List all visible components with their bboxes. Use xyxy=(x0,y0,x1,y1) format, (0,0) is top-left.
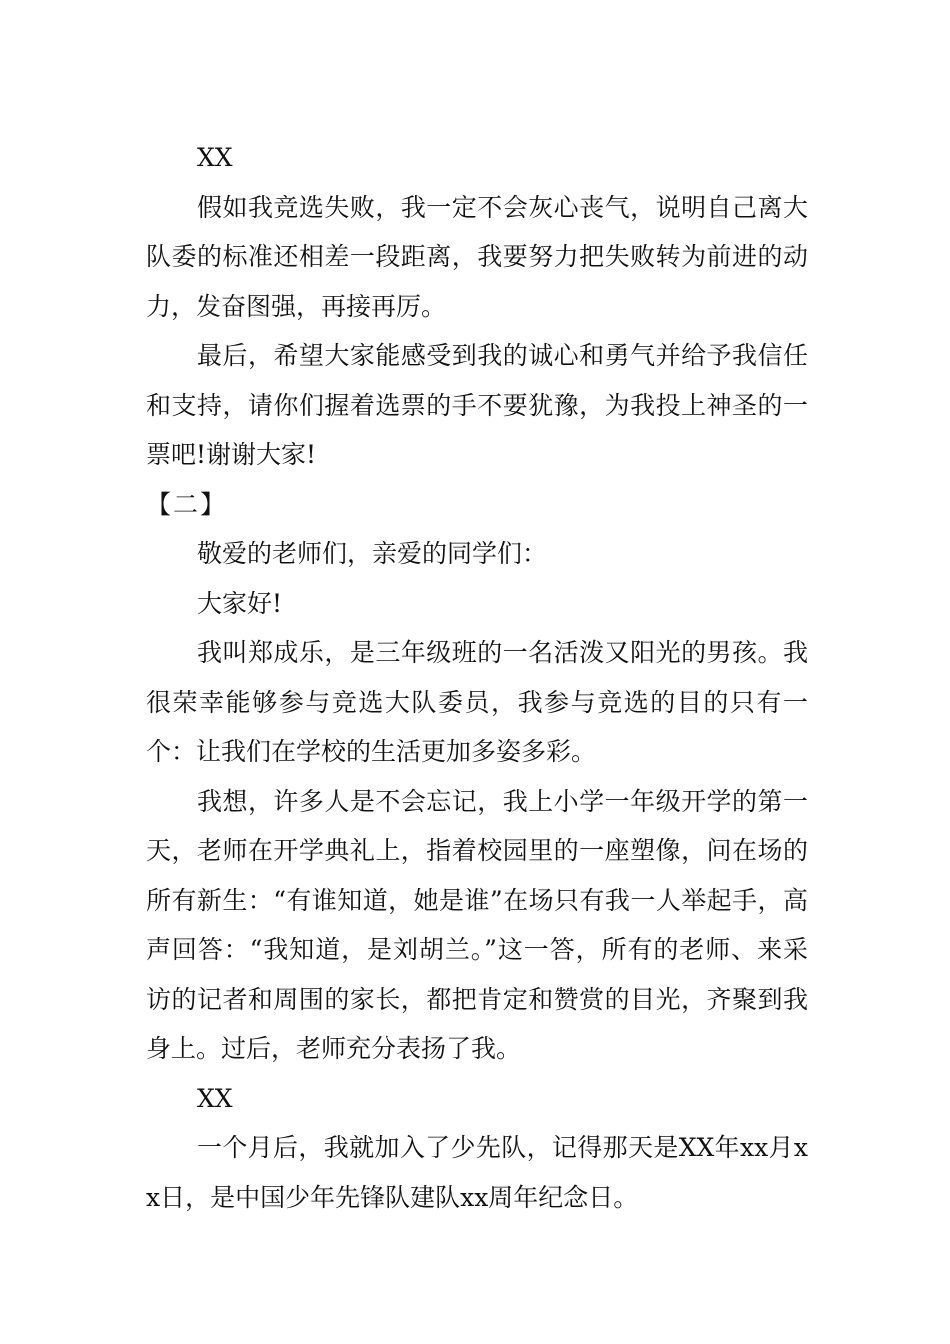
document-body xyxy=(146,133,808,1222)
paragraph-xx-2: XX xyxy=(197,1083,233,1113)
paragraph-xx-1: XX xyxy=(197,143,233,172)
paragraph-hello: 大家好! xyxy=(197,588,283,618)
section-heading: 【二】 xyxy=(146,489,228,519)
paragraph-intro: 我叫郑成乐，是三年级班的一名活泼又阳光的男孩。我很荣幸能够参与竞选大队委员，我参与竞选的目的只有一个：让我们在学校的生活更加多姿多彩。 xyxy=(146,638,808,766)
paragraph-story: 我想，许多人是不会忘记，我上小学一年级开学的第一天，老师在开学典礼上，指着校园里的一座塑像，问在场的所有新生：“有谁知道，她是谁”在场只有我一人举起手，高声回答：“我知道，是刘胡兰。”这一答，所有的老师、来采访的记者和周围的家长，都把肯定和赞赏的目光，齐聚到我身上。过后，老师充分表扬了我。 xyxy=(146,786,808,1063)
paragraph-closing: 最后，希望大家能感受到我的诚心和勇气并给予我信任和支持，请你们握着选票的手不要犹豫，为我投上神圣的一票吧!谢谢大家! xyxy=(146,341,808,469)
paragraph-failure: 假如我竞选失败，我一定不会灰心丧气，说明自己离大队委的标准还相差一段距离，我要努力把失败转为前进的动力，发奋图强，再接再厉。 xyxy=(146,192,808,321)
paragraph-pioneers: 一个月后，我就加入了少先队，记得那天是XX年xx月xx日，是中国少年先锋队建队xx周年纪念日。 xyxy=(146,1133,808,1212)
paragraph-greeting: 敬爱的老师们，亲爱的同学们： xyxy=(197,539,548,568)
